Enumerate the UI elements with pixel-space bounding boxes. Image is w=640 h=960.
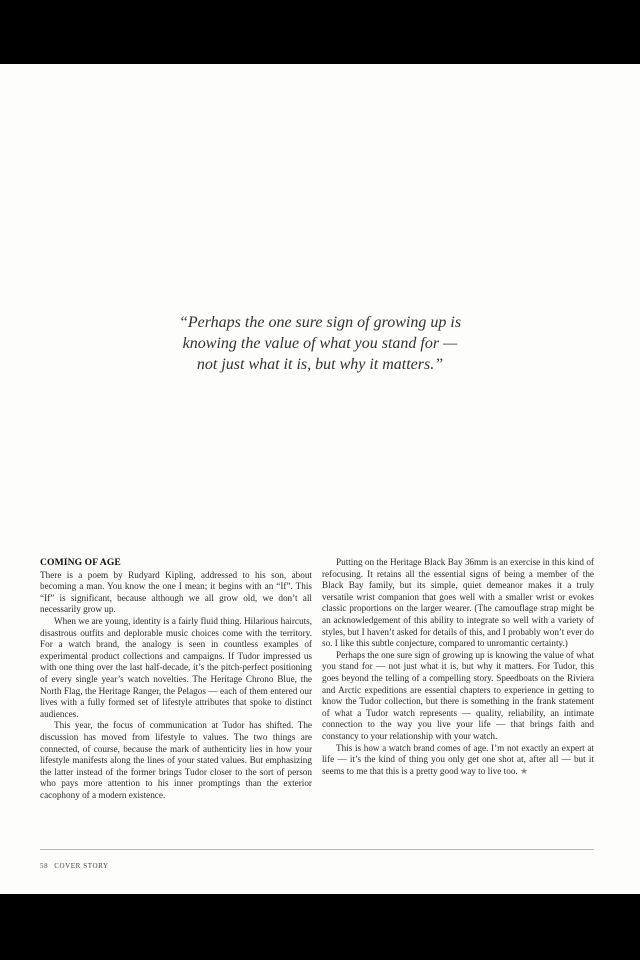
page-folio — [40, 862, 115, 870]
paragraph-text: This is how a watch brand comes of age. I’m not exactly an expert at life — it’s the kind of thing you only get one shot at, after all — but it seems to me that this is a pretty good way to live too. — [322, 742, 594, 776]
end-mark-star-icon: ★ — [520, 765, 529, 776]
paragraph: Perhaps the one sure sign of growing up is knowing the value of what you stand for — not just what it is, but why it matters. For Tudor, this goes beyond the telling of a compelling story. Speedboats on the Riviera and Arctic expeditions are essential chapters to experience in getting to know the Tudor collection, but there is something in the frank statement of what a Tudor watch represents — quality, reliability, an intimate connection to the way you live your life — that brings faith and constancy to your relationship with your watch. — [322, 649, 594, 741]
paragraph: This year, the focus of communication at Tudor has shifted. The discussion has moved from lifestyle to values. The two things are connected, of course, because the mark of authenticity lies in how your lifestyle manifests along the lines of your stated values. But emphasizing the latter instead of the former brings Tudor closer to the sort of person who pays more attention to his inner promptings than the exterior cacophony of a modern existence. — [40, 720, 312, 800]
article-column-right — [322, 557, 594, 777]
article-column-left — [40, 557, 312, 801]
paragraph: There is a poem by Rudyard Kipling, addressed to his son, about becoming a man. You know the one I mean; it begins with an “If”. This “If” is significant, because although we all grow old, we don’t all necessarily grow up. — [40, 569, 312, 615]
section-heading: COMING OF AGE — [40, 557, 121, 568]
paragraph: Putting on the Heritage Black Bay 36mm is an exercise in this kind of refocusing. It retains all the essential signs of being a member of the Black Bay family, but its simple, quiet demeanor makes it a truly versatile wrist companion that goes well with a smaller wrist or evokes classic proportions on the larger wearer. (The camouflage strap might be an acknowledgement of this ability to integrate so well with a variety of styles, but I haven’t asked for details of this, and I probably won’t ever do so. I like this subtle conjecture, compared to unromantic certainty.) — [322, 557, 594, 649]
page-number: 58 — [40, 862, 49, 870]
section-name: COVER STORY — [54, 862, 109, 870]
magazine-page — [0, 64, 640, 894]
footer-rule — [40, 849, 594, 850]
pull-quote-line: knowing the value of what you stand for — — [182, 335, 458, 352]
paragraph: When we are young, identity is a fairly fluid thing. Hilarious haircuts, disastrous outfits and deplorable music choices come with the territory. For a watch brand, the analogy is seen in countless examples of experimental product collections and campaigns. If Tudor impressed us with one thing over the last half-decade, it’s the pitch-perfect positioning of every single year’s watch novelties. The Heritage Chrono Blue, the North Flag, the Heritage Ranger, the Pelagos — each of them entered our lives with a fully formed set of lifestyle attributes that spoke to distinct audiences. — [40, 615, 312, 719]
pull-quote-line: not just what it is, but why it matters.” — [196, 356, 444, 373]
pull-quote — [120, 312, 520, 375]
paragraph — [322, 743, 594, 778]
pull-quote-line: “Perhaps the one sure sign of growing up is — [178, 314, 462, 331]
